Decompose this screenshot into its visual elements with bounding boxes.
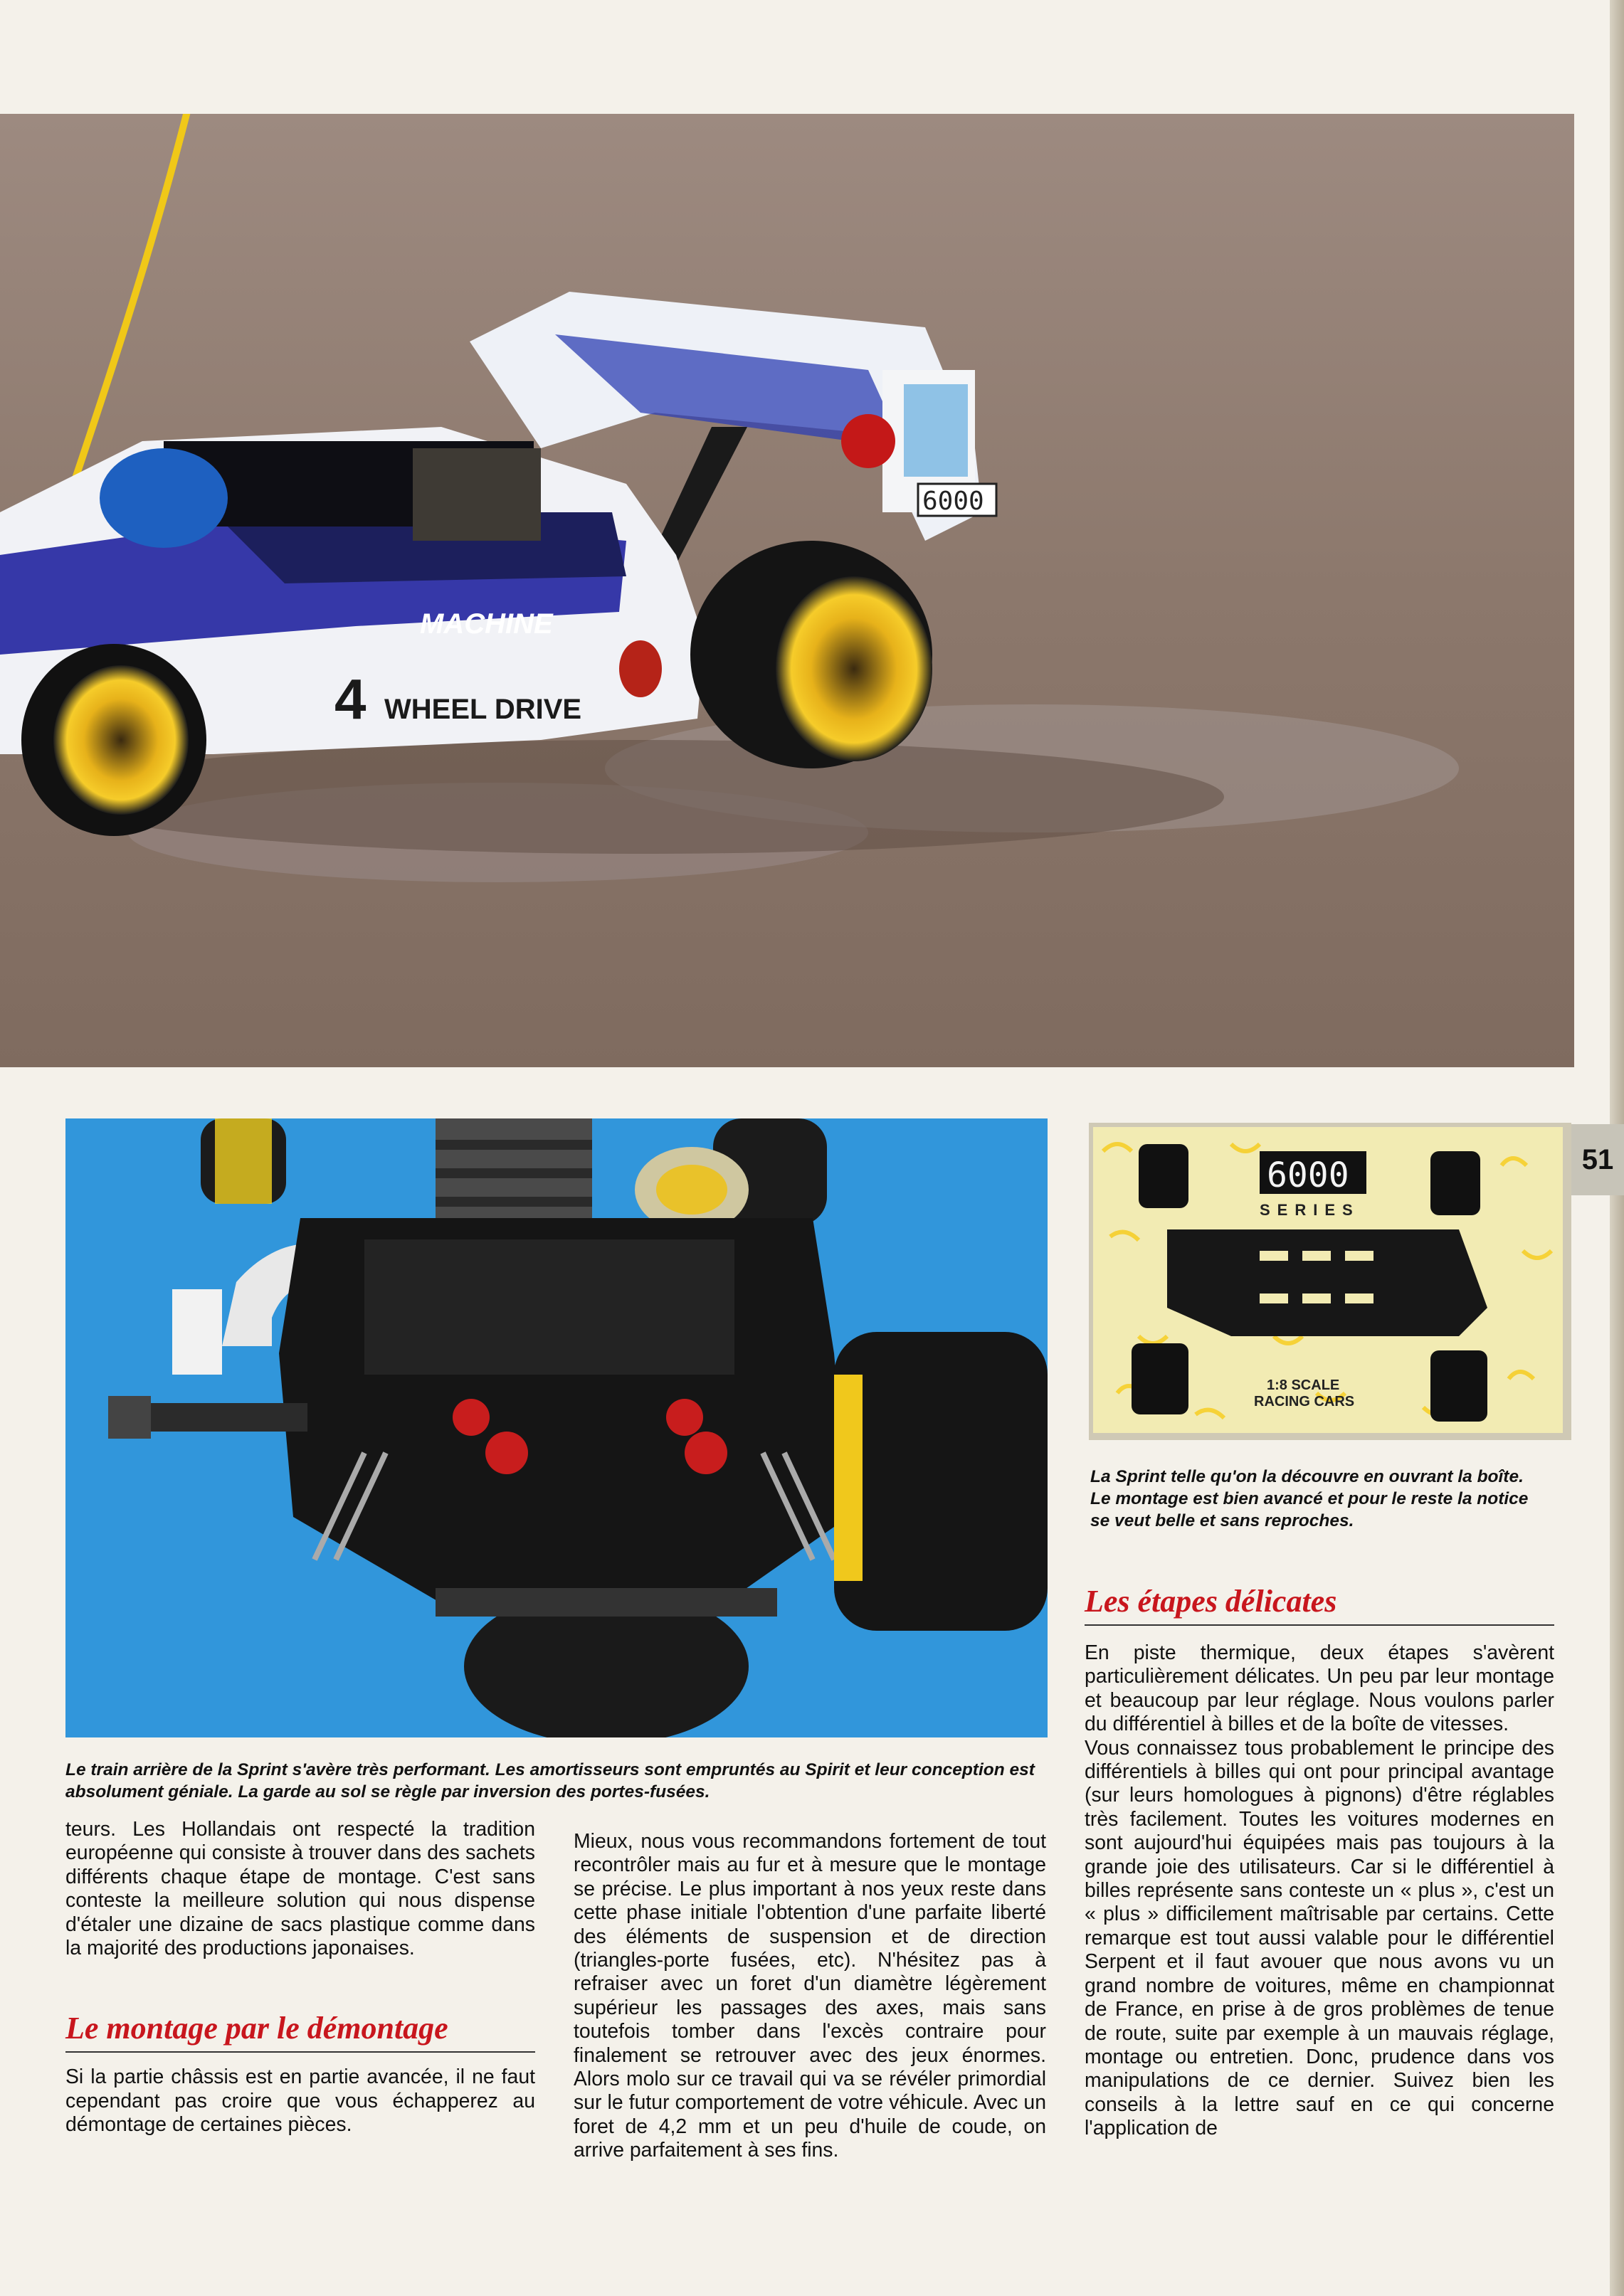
box-series: SERIES bbox=[1260, 1201, 1360, 1219]
wing-number: 6000 bbox=[922, 487, 984, 516]
box-scale: 1:8 SCALE bbox=[1267, 1377, 1340, 1393]
car-4-text: 4 bbox=[334, 667, 367, 731]
car-4wd-text: WHEEL DRIVE bbox=[384, 694, 582, 725]
page-number: 51 bbox=[1571, 1124, 1624, 1195]
chassis-photo-caption: Le train arrière de la Sprint s'avère très performant. Les amortisseurs sont empruntés au Spirit et leur conception est absolument géniale. La garde au sol se règle par inversion des portes-fusées. bbox=[65, 1760, 1035, 1802]
race-car-photo bbox=[0, 114, 1574, 1067]
box-photo-caption: La Sprint telle qu'on la découvre en ouvrant la boîte. Le montage est bien avancé et pour le reste la notice se veut belle et sans reproches. bbox=[1090, 1467, 1529, 1530]
box-racing: RACING CARS bbox=[1254, 1394, 1355, 1409]
kit-box-photo bbox=[1089, 1123, 1571, 1440]
col1-heading: Le montage par le démontage bbox=[65, 2010, 535, 2053]
kit-box-illustration bbox=[1089, 1123, 1571, 1440]
col2-body-text: Mieux, nous vous recommandons fortement de tout recontrôler mais au fur et à mesure que le montage se précise. Le plus important à nos yeux reste dans cette phase initiale l'obtention d'une parfaite liberté des éléments de suspension et de direction (triangles-porte fusées, etc). N'hésitez pas à refraiser avec un foret d'un diamètre légèrement supérieur les passages des axes, mais sans toutefois tomber dans l'excès contraire pour finalement se retrouver avec des jeux énormes. Alors molo sur ce travail qui va se révéler primordial sur le futur comportement de votre véhicule. Avec un foret de 4,2 mm et un peu d'huile de coude, on arrive parfaitement à ses fins. bbox=[574, 1830, 1046, 2162]
col1-body-text: Si la partie châssis est en partie avancée, il ne faut cependant pas croire que vous échapperez au démontage de certaines pièces. bbox=[65, 2065, 535, 2137]
column-2 bbox=[574, 1830, 1046, 2163]
column-1 bbox=[65, 1818, 535, 2137]
rear-chassis-photo bbox=[65, 1118, 1048, 1737]
race-car-illustration bbox=[0, 114, 1574, 1067]
column-3 bbox=[1085, 1583, 1554, 2141]
col3-paragraph-1: En piste thermique, deux étapes s'avèrent particulièrement délicates. Un peu par leur montage et beaucoup par leur réglage. Nous voulons parler du différentiel à billes et de la boîte de vitesses. bbox=[1085, 1641, 1554, 1736]
col1-intro-text: teurs. Les Hollandais ont respecté la tradition européenne qui consiste à trouver dans des sachets différents chaque étape de montage. C'est sans conteste la meilleure solution qui nous dispense d'étaler une dizaine de sacs plastique comme dans la majorité des productions japonaises. bbox=[65, 1818, 535, 1960]
box-number: 6000 bbox=[1267, 1155, 1349, 1195]
car-machine-text: MACHINE bbox=[420, 608, 553, 640]
chassis-illustration bbox=[65, 1118, 1048, 1737]
col3-paragraph-2: Vous connaissez tous probablement le principe des différentiels à billes qui ont pour principal avantage (sur leurs homologues à pignons) d'être réglables très facilement. Toutes les voitures modernes en sont aujourd'hui équipées mais pas toujours à la grande joie des utilisateurs. Car si le différentiel à billes représente sans conteste un « plus », c'est un « plus » difficilement maîtrisable par certains. Cette remarque est tout aussi valable pour le différentiel Serpent et il faut avouer que nous avons vu un grand nombre de voitures, même en championnat de France, en prise à de gros problèmes de tenue de route, suite par exemple à un mauvais réglage, montage ou entretien. Donc, prudence dans vos manipulations de ce dernier. Suivez bien les conseils à la lettre sauf en ce qui concerne l'application de bbox=[1085, 1736, 1554, 2140]
col3-heading: Les étapes délicates bbox=[1085, 1583, 1554, 1626]
